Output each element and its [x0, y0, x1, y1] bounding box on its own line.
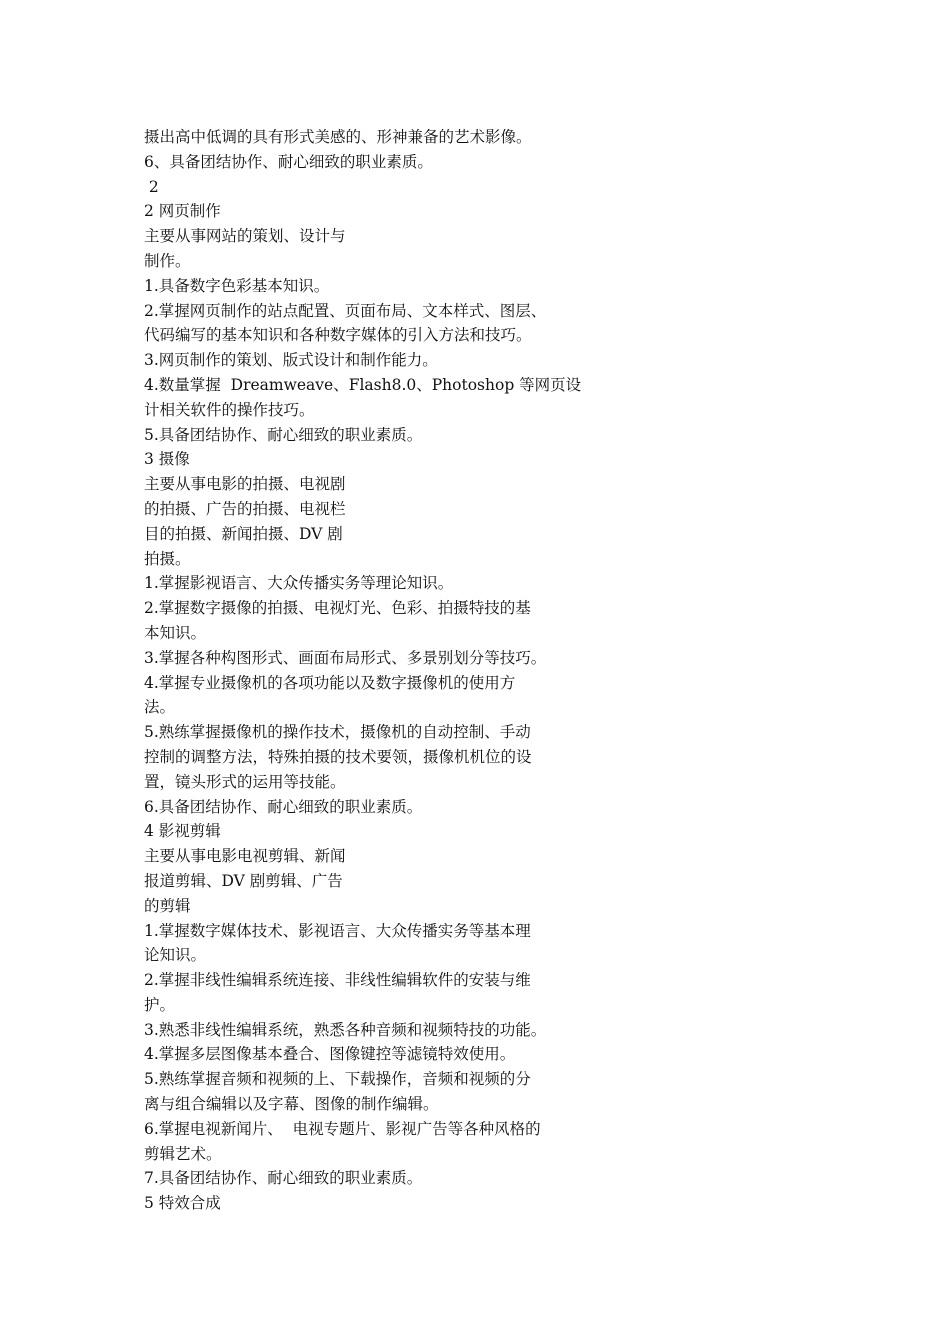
text-line: 剪辑艺术。 [144, 1144, 222, 1163]
section-heading: 4 影视剪辑 [144, 822, 221, 841]
text-line: 7.具备团结协作、耐心细致的职业素质。 [144, 1169, 423, 1188]
text-line: 6、具备团结协作、耐心细致的职业素质。 [144, 152, 433, 171]
text-line: 代码编写的基本知识和各种数字媒体的引入方法和技巧。 [144, 326, 532, 345]
text-line: 主要从事电影的拍摄、电视剧 [144, 475, 346, 494]
text-line: 2.掌握数字摄像的拍摄、电视灯光、色彩、拍摄特技的基 [144, 599, 531, 618]
text-line: 1.具备数字色彩基本知识。 [144, 276, 330, 295]
text-line: 本知识。 [144, 623, 207, 642]
document-body [144, 125, 784, 1216]
text-line: 2.掌握网页制作的站点配置、页面布局、文本样式、图层、 [144, 301, 547, 320]
text-line: 4.掌握多层图像基本叠合、图像键控等滤镜特效使用。 [144, 1045, 516, 1064]
section-heading: 2 网页制作 [144, 202, 221, 221]
text-line: 5.熟练掌握音频和视频的上、下载操作，音频和视频的分 [144, 1070, 531, 1089]
text-line: 计相关软件的操作技巧。 [144, 400, 315, 419]
section-heading: 3 摄像 [144, 450, 190, 469]
text-line: 论知识。 [144, 946, 207, 965]
page-number: 2 [144, 177, 159, 196]
text-line: 的拍摄、广告的拍摄、电视栏 [144, 499, 346, 518]
text-line: 6.具备团结协作、耐心细致的职业素质。 [144, 797, 423, 816]
text-line: 目的拍摄、新闻拍摄、DV 剧 [144, 524, 343, 543]
text-line: 3.熟悉非线性编辑系统，熟悉各种音频和视频特技的功能。 [144, 1020, 547, 1039]
section-heading: 5 特效合成 [144, 1194, 221, 1213]
text-line: 4.数量掌握 Dreamweave、Flash8.0、Photoshop 等网页设 [144, 375, 582, 394]
text-line: 2.掌握非线性编辑系统连接、非线性编辑软件的安装与维 [144, 971, 531, 990]
text-line: 法。 [144, 698, 176, 717]
text-line: 报道剪辑、DV 剧剪辑、广告 [144, 871, 343, 890]
text-line: 的剪辑 [144, 896, 191, 915]
text-line: 主要从事电影电视剪辑、新闻 [144, 847, 346, 866]
text-line: 5.具备团结协作、耐心细致的职业素质。 [144, 425, 423, 444]
text-line: 主要从事网站的策划、设计与 [144, 227, 346, 246]
text-line: 制作。 [144, 251, 191, 270]
text-line: 1.掌握数字媒体技术、影视语言、大众传播实务等基本理 [144, 921, 531, 940]
text-line: 摄出高中低调的具有形式美感的、形神兼备的艺术影像。 [144, 128, 532, 146]
text-line: 置，镜头形式的运用等技能。 [144, 772, 346, 791]
text-line: 3.掌握各种构图形式、画面布局形式、多景别划分等技巧。 [144, 648, 547, 667]
text-line: 离与组合编辑以及字幕、图像的制作编辑。 [144, 1095, 439, 1114]
text-line: 3.网页制作的策划、版式设计和制作能力。 [144, 351, 438, 370]
text-line: 拍摄。 [144, 549, 191, 568]
text-line: 护。 [144, 995, 176, 1014]
text-line: 6.掌握电视新闻片、 电视专题片、影视广告等各种风格的 [144, 1119, 541, 1138]
text-line: 4.掌握专业摄像机的各项功能以及数字摄像机的使用方 [144, 673, 516, 692]
text-line: 控制的调整方法，特殊拍摄的技术要领，摄像机机位的设 [144, 747, 532, 766]
text-line: 1.掌握影视语言、大众传播实务等理论知识。 [144, 574, 454, 593]
text-line: 5.熟练掌握摄像机的操作技术，摄像机的自动控制、手动 [144, 723, 531, 742]
